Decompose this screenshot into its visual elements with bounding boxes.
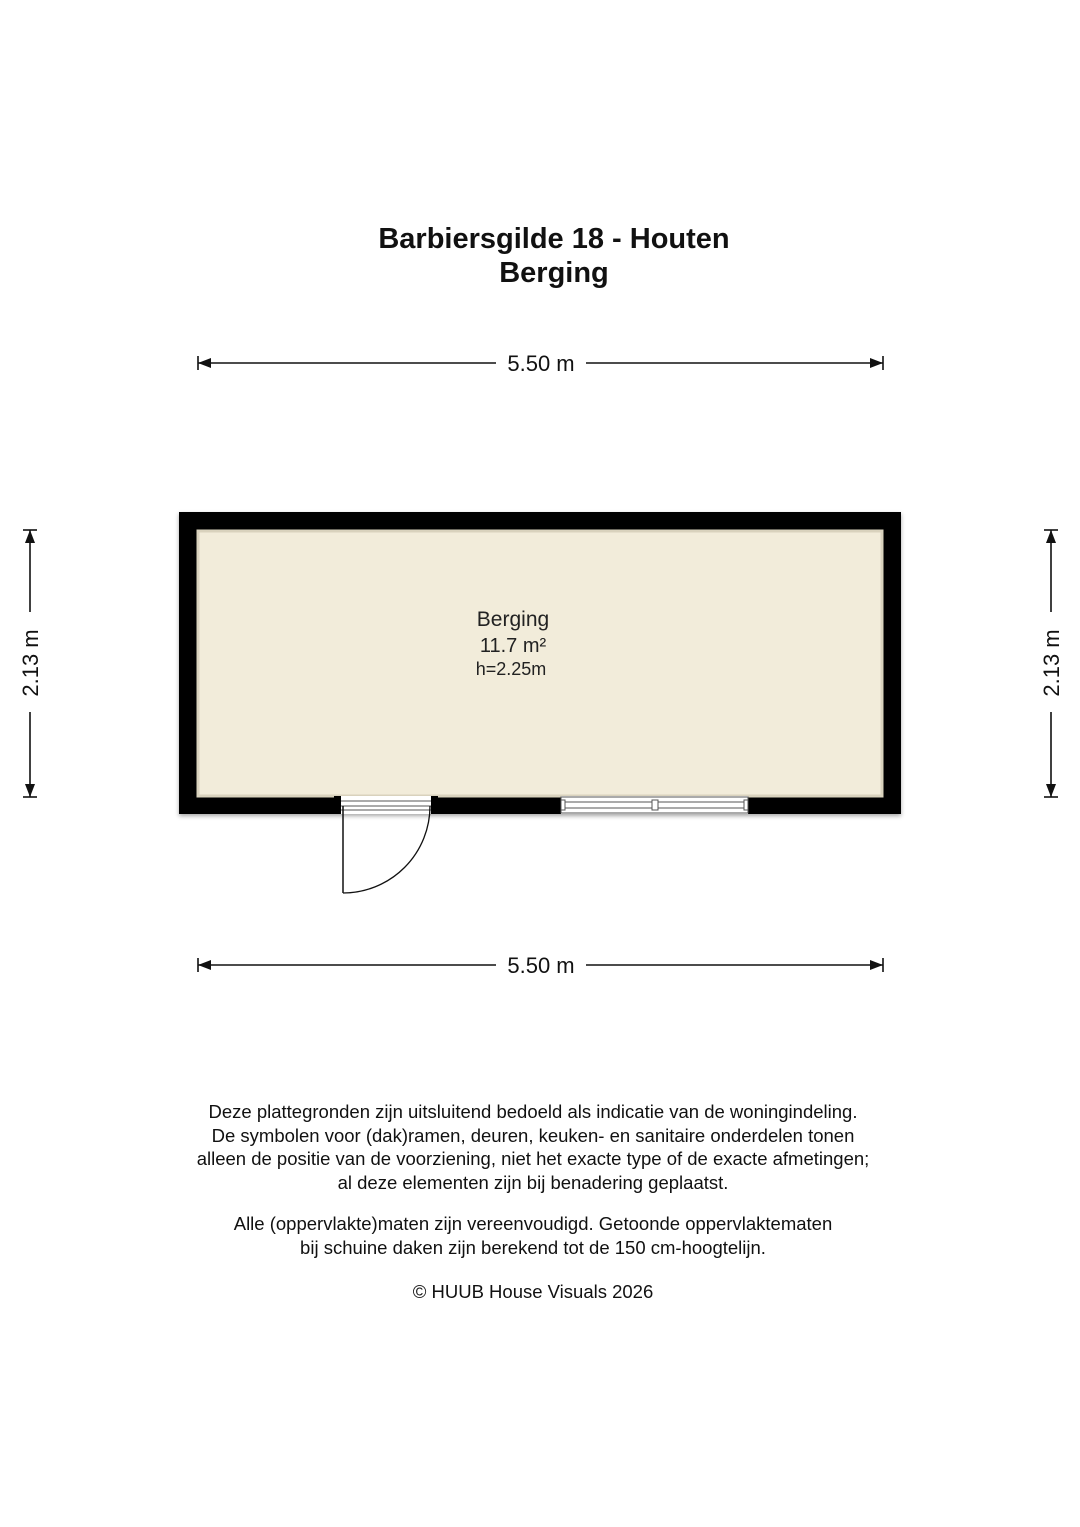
plan-title: Barbiersgilde 18 - Houten: [378, 223, 730, 255]
dimension-top-label: 5.50 m: [507, 351, 575, 376]
disclaimer-paragraph-1: [0, 1100, 1066, 1194]
arrow-down-icon: [1046, 784, 1056, 797]
arrow-up-icon: [25, 530, 35, 543]
arrow-down-icon: [25, 784, 35, 797]
door: [334, 796, 438, 893]
dimension-left: [18, 530, 43, 797]
arrow-right-icon: [870, 960, 883, 970]
window: [561, 796, 748, 814]
dimension-right-label: 2.13 m: [1039, 629, 1064, 697]
room-area: 11.7 m²: [479, 635, 547, 657]
dimension-bottom: [198, 953, 883, 978]
disclaimer-line: Alle (oppervlakte)maten zijn vereenvoudigd. Getoonde oppervlaktematen: [233, 1213, 833, 1234]
dimension-top: [198, 351, 883, 376]
plan-subtitle: Berging: [499, 257, 609, 289]
arrow-left-icon: [198, 960, 211, 970]
arrow-up-icon: [1046, 530, 1056, 543]
disclaimer-line: al deze elementen zijn bij benadering geplaatst.: [337, 1171, 729, 1193]
disclaimer-paragraph-2: [0, 1212, 1066, 1259]
dimension-left-label: 2.13 m: [18, 629, 43, 697]
disclaimer-line: alleen de positie van de voorziening, niet het exacte type of de exacte afmetingen;: [196, 1148, 870, 1169]
room-name: Berging: [476, 608, 550, 631]
arrow-left-icon: [198, 358, 211, 368]
dimension-bottom-label: 5.50 m: [507, 953, 575, 978]
room-height: h=2.25m: [475, 659, 547, 679]
disclaimer-line: De symbolen voor (dak)ramen, deuren, keuken- en sanitaire onderdelen tonen: [211, 1124, 855, 1146]
disclaimer-line: bij schuine daken zijn berekend tot de 150 cm-hoogtelijn.: [300, 1236, 766, 1258]
door-swing-arc: [343, 806, 430, 893]
copyright-notice: © HUUB House Visuals 2026: [412, 1281, 654, 1302]
arrow-right-icon: [870, 358, 883, 368]
dimension-right: [1039, 530, 1064, 797]
disclaimer-line: Deze plattegronden zijn uitsluitend bedoeld als indicatie van de woningindeling.: [208, 1101, 858, 1122]
